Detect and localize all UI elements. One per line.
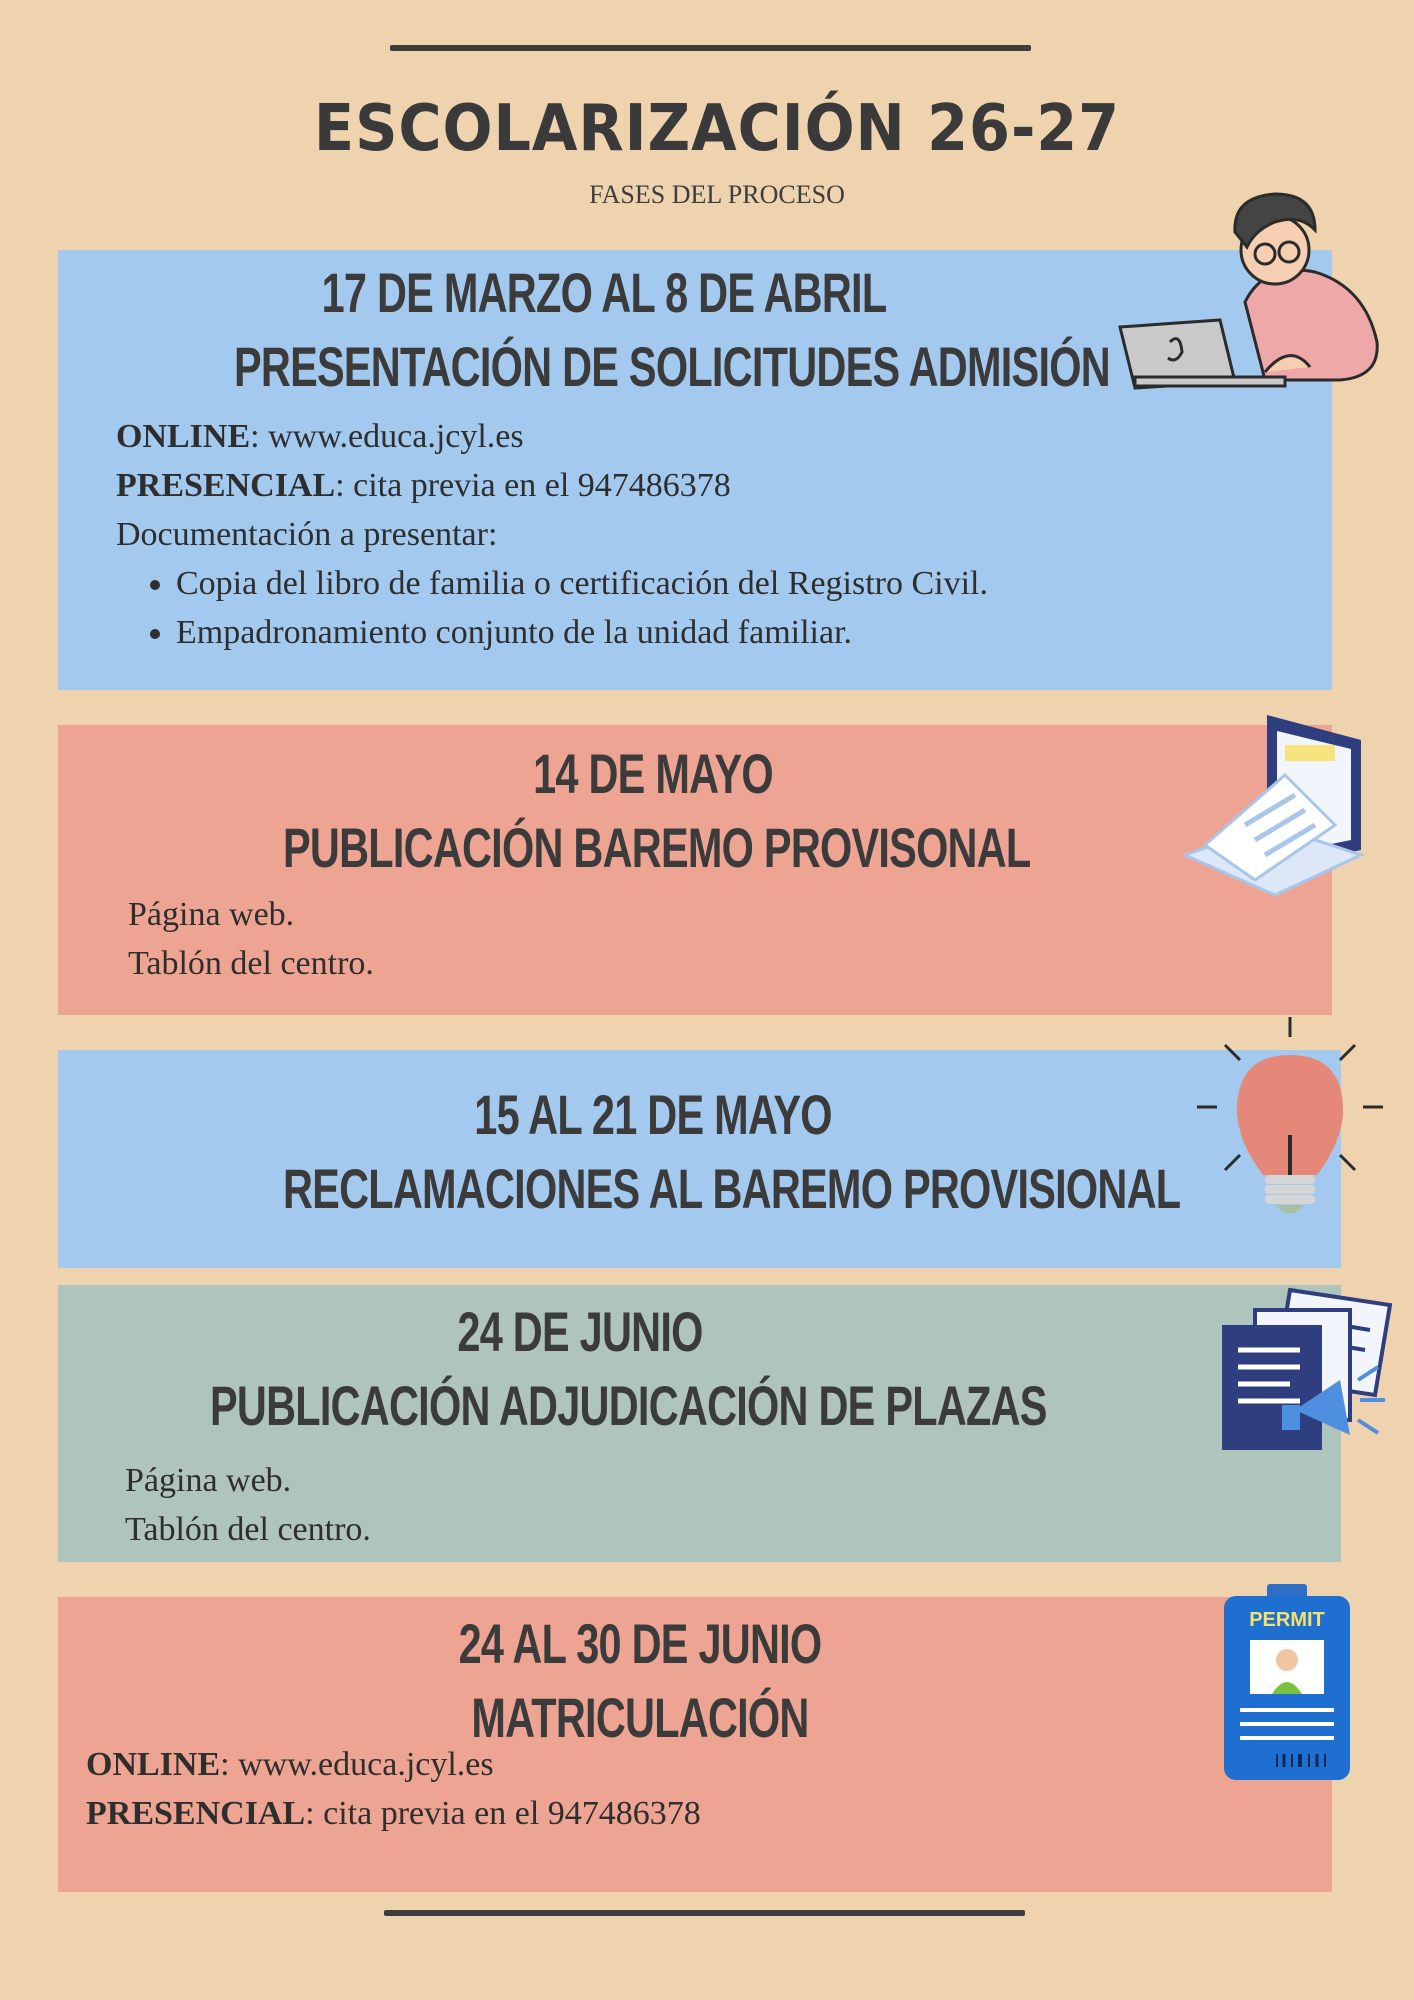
phase-body-adjudicacion: [125, 1456, 925, 1554]
phase-name: PRESENTACIÓN DE SOLICITUDES ADMISIÓN: [234, 335, 1110, 398]
phase-heading-adjudicacion: [210, 1295, 1047, 1443]
phase-heading-baremo: [283, 737, 1031, 885]
info-line: Tablón del centro.: [128, 945, 374, 982]
online-line: ONLINE: www.educa.jcyl.es: [86, 1746, 494, 1783]
phase-name: PUBLICACIÓN BAREMO PROVISONAL: [283, 816, 1031, 879]
phase-date: 15 AL 21 DE MAYO: [474, 1083, 832, 1146]
phase-body-baremo: [128, 890, 928, 988]
permit-label: PERMIT: [1249, 1609, 1325, 1631]
phase-date: 14 DE MAYO: [533, 742, 773, 805]
presencial-line: PRESENCIAL: cita previa en el 947486378: [116, 467, 731, 504]
phase-date: 17 DE MARZO AL 8 DE ABRIL: [321, 261, 887, 324]
list-item: • Copia del libro de familia o certificación del Registro Civil.: [176, 559, 1116, 608]
permit-badge-icon: [1222, 1582, 1352, 1782]
phase-date: 24 DE JUNIO: [457, 1300, 703, 1363]
phase-body-admission: [116, 412, 1116, 657]
online-line: ONLINE: www.educa.jcyl.es: [116, 418, 524, 455]
documents-megaphone-icon: [1220, 1285, 1395, 1455]
presencial-line: PRESENCIAL: cita previa en el 947486378: [86, 1795, 701, 1832]
page-title: ESCOLARIZACIÓN 26-27: [313, 92, 1121, 166]
top-rule: [390, 45, 1031, 51]
person-laptop-icon: [1115, 192, 1380, 392]
phase-heading-matriculacion: [270, 1607, 1010, 1755]
documentation-list: [116, 559, 1116, 657]
info-line: Página web.: [125, 1462, 292, 1499]
phase-name: PUBLICACIÓN ADJUDICACIÓN DE PLAZAS: [210, 1374, 1047, 1437]
page-subtitle: FASES DEL PROCESO: [589, 180, 845, 209]
phase-date: 24 AL 30 DE JUNIO: [458, 1612, 822, 1675]
bottom-rule: [384, 1910, 1025, 1916]
phase-name: RECLAMACIONES AL BAREMO PROVISIONAL: [283, 1157, 1181, 1220]
phase-body-matriculacion: [86, 1740, 1086, 1838]
lightbulb-icon: [1195, 1015, 1385, 1215]
info-line: Tablón del centro.: [125, 1511, 371, 1548]
documentation-intro: Documentación a presentar:: [116, 516, 498, 553]
phase-heading-admission: [234, 256, 1110, 404]
laptop-document-icon: [1175, 705, 1370, 900]
phase-heading-reclamaciones: [283, 1078, 1181, 1226]
info-line: Página web.: [128, 896, 295, 933]
phase-name: MATRICULACIÓN: [471, 1686, 809, 1749]
list-item: • Empadronamiento conjunto de la unidad familiar.: [176, 608, 1116, 657]
